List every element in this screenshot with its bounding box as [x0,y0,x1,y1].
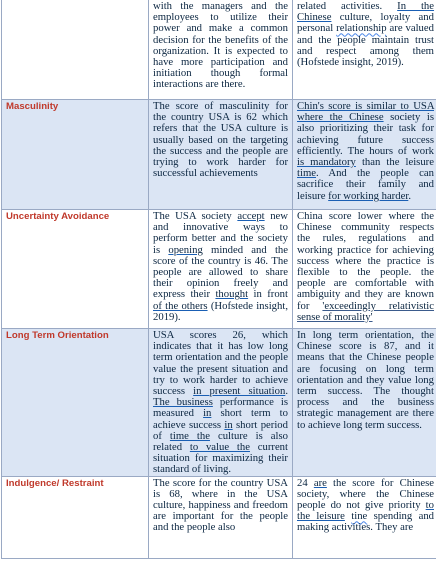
marked-text-segment: relationship [336,22,387,35]
marked-text-segment: thought [215,288,249,301]
text-segment: are valued and the people maintain trust and respect among them (Hofstede insight, 2019). [297,22,434,69]
table-row [2,476,436,558]
table-row [2,0,436,100]
marked-text-segment: to value the [189,441,250,454]
dimension-label: Masculinity [2,100,149,210]
text-segment: USA scores 26, which indicates that it has low long term orientation and the people value the present situation and try to work harder to achieve success [153,329,288,398]
marked-text-segment: in [203,407,212,420]
text-segment: current situation for maximizing their standard of living. [153,441,289,476]
usa-description [149,476,293,558]
text-segment: The score for the country USA is 68, where in the USA culture, happiness and freedom are important for the people and the people also [153,476,288,534]
text-segment: short period of [153,418,288,442]
usa-description [149,329,293,477]
text-segment: China score lower where the Chinese community respects the rules, regulations and working practice for achieving success where the practice is flexible to the people. the people are comfortable with ambiguity and they are known for [297,210,434,312]
china-description [293,210,436,329]
marked-text-segment: The business [153,396,213,409]
text-segment: new and innovative ways to perform better and the society is [153,210,288,256]
china-description [293,100,436,210]
marked-text-segment: 'exceedingly relativistic sense of morality' [297,299,435,323]
china-description [293,0,436,100]
table-row [2,329,436,477]
table-row [2,210,436,329]
text-segment: related activities. [297,0,398,12]
text-segment: In long term orientation, the Chinese score is 87, and it means that the Chinese people are focusing on long term orientation and they value long term success. The thought process and the business strategic management are there to achieve long term success. [297,329,434,431]
text-segment: in front [248,288,288,301]
marked-text-segment: is mandatory [297,156,356,169]
text-segment: performance is measured [153,396,289,420]
marked-text-segment: time the [169,429,210,442]
marked-text-segment: where the Chinese [297,111,384,124]
text-segment: The score of masculinity for the country USA is 62 which refers that the USA culture is usually based on the targeting the success and the people are trying to work harder for successful achievements [153,100,288,180]
table-row [2,100,436,210]
usa-description [149,100,293,210]
marked-text-segment: the leisure [297,510,345,523]
dimension-label: Long Term Orientation [2,329,149,477]
marked-text-segment: accept [237,210,265,222]
marked-text-segment: opening [168,243,203,256]
dimension-label: Indulgence/ Restraint [2,476,149,558]
text-segment: short term to achieve success [153,407,288,431]
dimension-label: Uncertainty Avoidance [2,210,149,329]
dimension-label [2,0,149,100]
text-segment: the score for Chinese society, where the Chinese people do not give priority [297,476,435,512]
marked-text-segment: in [224,418,233,431]
marked-text-segment: Chin's score is similar to USA [297,100,434,112]
text-segment: . And the people can sacrifice their family and leisure [297,167,434,202]
text-segment: culture is also related [153,429,288,454]
china-description [293,476,436,558]
china-description [293,329,436,477]
marked-text-segment: time [297,167,316,180]
text-segment: The USA society [153,210,238,222]
text-segment: spending and making activities. They are [297,510,435,534]
marked-text-segment: in present situation [193,385,286,398]
text-segment: 24 [297,476,314,489]
usa-description [149,210,293,329]
marked-text-segment: to [425,499,434,512]
marked-text-segment: for working harder [328,189,409,202]
text-segment: with the managers and the employees to utilize their power and make a common decision for the benefits of the organization. It is expected to have more participation and initiation though formal interactions are there. [153,0,288,91]
text-segment: . [285,385,288,398]
text-segment: . [408,189,411,202]
marked-text-segment: tine [351,510,368,523]
text-segment: society is also prioritizing their task for achieving future success efficiently. The hours of work [297,111,434,157]
text-segment: culture, loyalty and personal [297,11,434,35]
text-segment: (Hofstede insight, 2019). [153,299,288,323]
usa-description [149,0,293,100]
culture-comparison-table [1,0,436,559]
text-segment: minded and the score of the country is 46. The people are allowed to share their opinion freely and express their [153,243,288,301]
marked-text-segment: are [313,476,327,489]
marked-text-segment: of the others [153,299,208,312]
text-segment: than the leisure [355,156,434,169]
marked-text-segment: In the Chinese [297,0,435,24]
